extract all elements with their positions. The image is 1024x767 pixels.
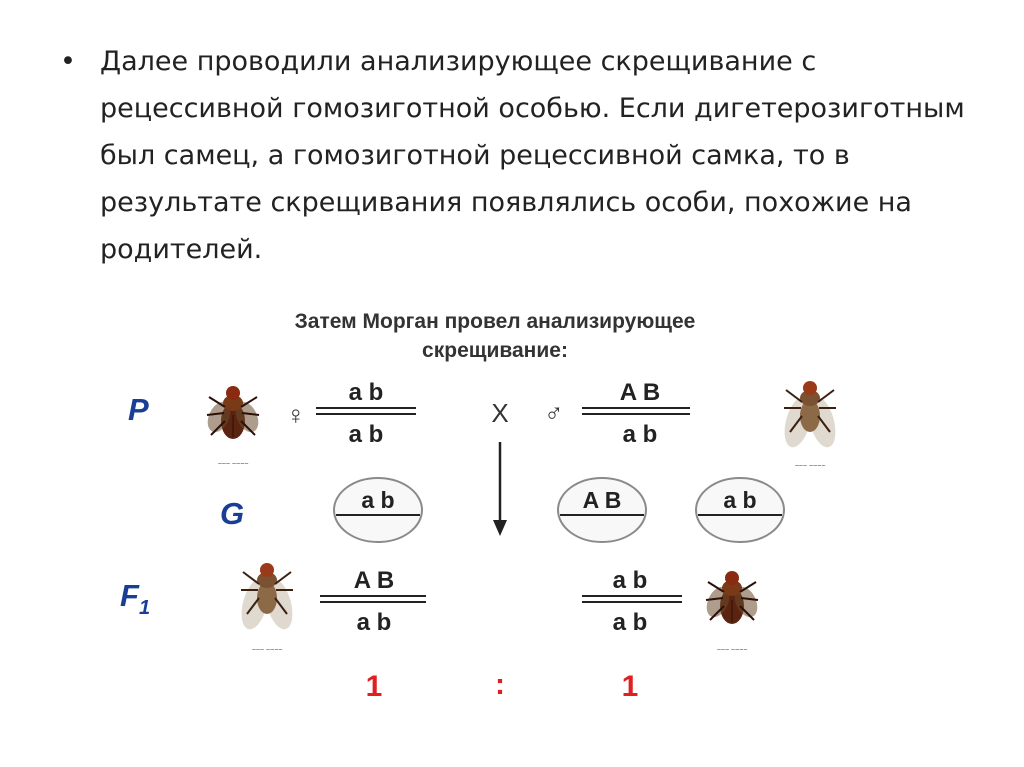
morgan-cross-diagram	[120, 296, 860, 706]
bullet: •	[60, 46, 76, 77]
fly-grey-icon	[780, 381, 841, 450]
gamete-label-3: a b	[723, 487, 757, 513]
gamete-label-2: A B	[582, 487, 622, 513]
fly-caption-p-male: ~~~ ~~~~	[794, 463, 826, 470]
fly-grey-icon	[237, 563, 298, 632]
p-male-bottom-genotype: a b	[622, 421, 658, 448]
p-male-top-genotype: A B	[619, 379, 661, 406]
f1-left-bottom-genotype: a b	[356, 609, 392, 636]
down-arrow-head	[493, 520, 507, 536]
gamete-label-1: a b	[361, 487, 395, 513]
diagram-title-line1: Затем Морган провел анализирующее	[294, 310, 696, 333]
slide-paragraph: Далее проводили анализирующее скрещивание с рецессивной гомозиготной особью. Если дигетерозиготным был самец, а гомозиготной рецессивной самка, то в результате скрещивания появлялись особи, похожие на родителей.	[100, 46, 965, 265]
row-label-g: G	[220, 496, 245, 531]
row-label-f-subscript: 1	[138, 597, 151, 619]
ratio-separator: :	[495, 668, 505, 701]
f1-left-top-genotype: A B	[353, 567, 395, 594]
p-female-bottom-genotype: a b	[348, 421, 384, 448]
p-female-top-genotype: a b	[348, 379, 384, 406]
fly-caption-f1-right: ~~~ ~~~~	[716, 647, 748, 654]
row-label-f: $F_1$	[120, 578, 151, 619]
ratio-right: 1	[621, 670, 639, 703]
fly-caption-f1-left: ~~~ ~~~~	[251, 647, 283, 654]
row-label-p: P	[128, 392, 149, 427]
slide-text-block	[60, 38, 980, 273]
fly-dark-icon	[203, 386, 263, 439]
male-symbol: ♂	[544, 398, 564, 428]
fly-dark-icon	[702, 571, 762, 624]
fly-caption-p-female: ~~~ ~~~~	[217, 461, 249, 468]
female-symbol: ♀	[286, 400, 306, 430]
diagram-title-line2: скрещивание:	[422, 339, 568, 362]
f1-right-top-genotype: a b	[612, 567, 648, 594]
cross-symbol: X	[491, 398, 509, 428]
f1-right-bottom-genotype: a b	[612, 609, 648, 636]
ratio-left: 1	[365, 670, 383, 703]
